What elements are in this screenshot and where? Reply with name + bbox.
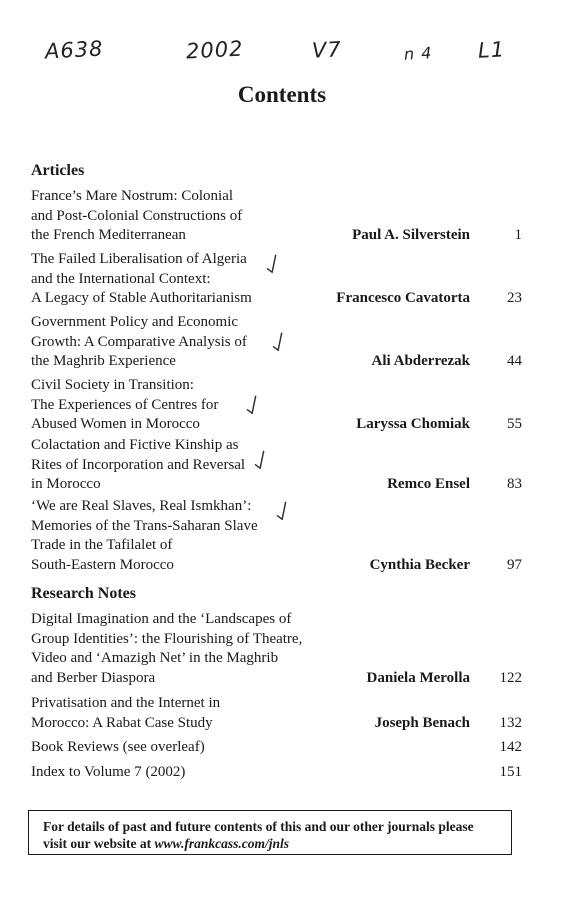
entry-title: Digital Imagination and the ‘Landscapes of Group Identities’: the Flourishing of Theatre, Video and ‘Amazigh Net’ in the Maghrib and Berber Diaspora [31, 611, 303, 686]
entry-author: Remco Ensel [387, 476, 470, 492]
entry-title: Government Policy and Economic Growth: A Comparative Analysis of the Maghrib Experience [31, 314, 247, 369]
entry-page: 44 [507, 353, 522, 369]
section-heading-research-notes: Research Notes [31, 585, 137, 602]
toc-entry [31, 694, 522, 733]
entry-title: Colactation and Fictive Kinship as Rites of Incorporation and Reversal in Morocco [31, 437, 246, 492]
handwritten-annotation: A638 [44, 36, 105, 64]
website-link[interactable]: www.frankcass.com/jnls [154, 836, 290, 851]
toc-entry [31, 376, 522, 435]
page-title: Contents [237, 82, 327, 107]
toc-entry [31, 436, 522, 495]
toc-entry [31, 763, 522, 783]
entry-author: Joseph Benach [374, 714, 470, 731]
entry-title: France’s Mare Nostrum: Colonial and Post-Colonial Constructions of the French Mediterranean [31, 188, 243, 243]
entry-author: Laryssa Chomiak [356, 416, 470, 432]
entry-page: 132 [499, 714, 522, 731]
entry-title: ‘We are Real Slaves, Real Ismkhan’: Memories of the Trans-Saharan Slave Trade in the Tafilalet of South-Eastern Morocco [31, 498, 258, 573]
entry-author: Ali Abderrezak [371, 353, 470, 369]
entry-page: 151 [499, 764, 522, 780]
entry-page: 23 [507, 290, 522, 306]
website-notice-box [28, 810, 512, 855]
entry-page: 142 [499, 739, 522, 755]
entry-title: Civil Society in Transition: The Experiences of Centres for Abused Women in Morocco [31, 377, 219, 432]
entry-title: Privatisation and the Internet in Morocco: A Rabat Case Study [31, 695, 221, 731]
notice-text: For details of past and future contents of this and our other journals please visit our website at [43, 819, 474, 851]
entry-page: 83 [507, 476, 522, 492]
entry-page: 1 [514, 227, 522, 243]
entry-title: The Failed Liberalisation of Algeria and the International Context: A Legacy of Stable Authoritarianism [31, 251, 252, 306]
handwritten-annotation: n 4 [403, 43, 433, 64]
entry-title: Index to Volume 7 (2002) [31, 764, 186, 780]
entry-author: Francesco Cavatorta [336, 290, 470, 306]
toc-entry [31, 187, 522, 246]
entry-page: 55 [507, 416, 522, 432]
entry-page: 122 [499, 669, 522, 686]
toc-entry [31, 610, 522, 688]
handwritten-annotation: 2002 [185, 36, 245, 64]
handwritten-annotation: V7 [311, 37, 343, 63]
toc-entry [31, 738, 522, 758]
entry-title: Book Reviews (see overleaf) [31, 739, 205, 755]
section-heading-articles: Articles [31, 162, 85, 179]
entry-author: Daniela Merolla [366, 669, 470, 686]
handwritten-annotation: L1 [477, 37, 506, 63]
entry-page: 97 [507, 556, 522, 573]
entry-author: Paul A. Silverstein [352, 227, 470, 243]
entry-author: Cynthia Becker [369, 556, 470, 573]
